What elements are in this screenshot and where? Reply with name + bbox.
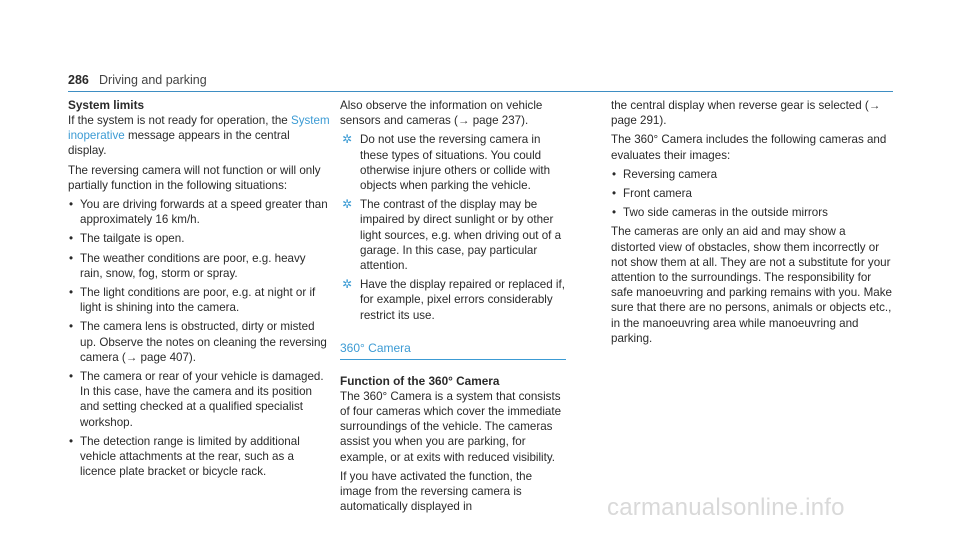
info-lightbulb-icon: ✲	[342, 277, 353, 292]
bullet-icon: •	[69, 286, 74, 300]
limits-list	[68, 197, 330, 479]
list-item: • The weather conditions are poor, e.g. heavy rain, snow, fog, storm or spray.	[69, 251, 306, 280]
note-item: ✲ The contrast of the display may be impaired by direct sunlight or by other light sources, e.g. when driving out of a garage. In this case, pay particular attention.	[342, 197, 562, 273]
cameras-intro-paragraph: The 360° Camera includes the following cameras and evaluates their images:	[611, 133, 887, 162]
list-item: • Reversing camera	[612, 167, 718, 181]
note-item: ✲ Do not use the reversing camera in these types of situations. You could otherwise injure others or collide with objects when parking the vehicle.	[342, 132, 551, 193]
activation-paragraph: If you have activated the function, the image from the reversing camera is automatically displayed in	[340, 469, 533, 514]
continuation-paragraph: the central display when reverse gear is selected (→ page 291).	[611, 99, 881, 128]
info-lightbulb-icon: ✲	[342, 132, 353, 147]
info-lightbulb-icon: ✲	[342, 197, 353, 212]
list-item: • You are driving forwards at a speed greater than approximately 16 km/h.	[69, 198, 328, 227]
bullet-icon: •	[69, 434, 74, 448]
heading-system-limits: System limits	[68, 98, 145, 112]
list-item: • The tailgate is open.	[69, 232, 185, 246]
list-item: • The light conditions are poor, e.g. at night or if light is shining into the camera.	[69, 286, 316, 315]
list-item: • The camera or rear of your vehicle is damaged. In this case, have the camera and its position and setting checked at a qualified specialist workshop.	[69, 370, 324, 429]
cameras-list	[611, 167, 893, 221]
function-paragraph: The 360° Camera is a system that consists of four cameras which cover the immediate surroundings of the vehicle. The cameras assist you when you are parking, for example, or at exits with reduced visibility.	[340, 389, 562, 464]
bullet-icon: •	[612, 167, 617, 181]
sensors-paragraph: Also observe the information on vehicle sensors and cameras (→ page 237).	[340, 99, 543, 128]
header-rule	[68, 91, 893, 92]
heading-function: Function of the 360° Camera	[340, 373, 500, 388]
situations-paragraph: The reversing camera will not function or will only partially function in the following situations:	[68, 163, 321, 192]
page-header	[68, 70, 893, 92]
list-item: • The detection range is limited by additional vehicle attachments at the rear, such as a licence plate bracket or bicycle rack.	[69, 434, 300, 479]
bullet-icon: •	[69, 320, 74, 334]
aid-warning-paragraph: The cameras are only an aid and may show a distorted view of obstacles, show them incorrectly or not show them at all. They are not a substitute for your attention to the surroundings. The responsibility for safe manoeuvring and parking remains with you. Make sure that there are no persons, animals or objects etc., in the manoeuvring area while manoeuvring and parking.	[611, 225, 892, 345]
column-left	[68, 98, 330, 483]
bullet-icon: •	[612, 206, 617, 220]
bullet-icon: •	[69, 198, 74, 212]
bullet-icon: •	[69, 232, 74, 246]
list-item: • The camera lens is obstructed, dirty or misted up. Observe the notes on cleaning the reversing camera (→ page 407).	[69, 320, 327, 364]
bullet-icon: •	[612, 187, 617, 201]
bullet-icon: •	[69, 251, 74, 265]
bullet-icon: •	[69, 370, 74, 384]
column-right	[611, 98, 893, 350]
system-inoperative-message: System inoperative	[68, 114, 330, 143]
column-middle	[340, 98, 566, 518]
chapter-title: Driving and parking	[99, 73, 207, 87]
section-rule	[340, 359, 566, 360]
list-item: • Front camera	[612, 187, 692, 201]
intro-paragraph: If the system is not ready for operation, the System inoperative message appears in the central display.	[68, 114, 330, 158]
note-item: ✲ Have the display repaired or replaced if, for example, pixel errors considerably restrict its use.	[342, 277, 565, 322]
page-number: 286	[68, 73, 89, 87]
list-item: • Two side cameras in the outside mirrors	[612, 206, 828, 220]
section-title-360-camera: 360° Camera	[340, 340, 411, 355]
watermark: carmanualsonline.info	[607, 494, 845, 521]
